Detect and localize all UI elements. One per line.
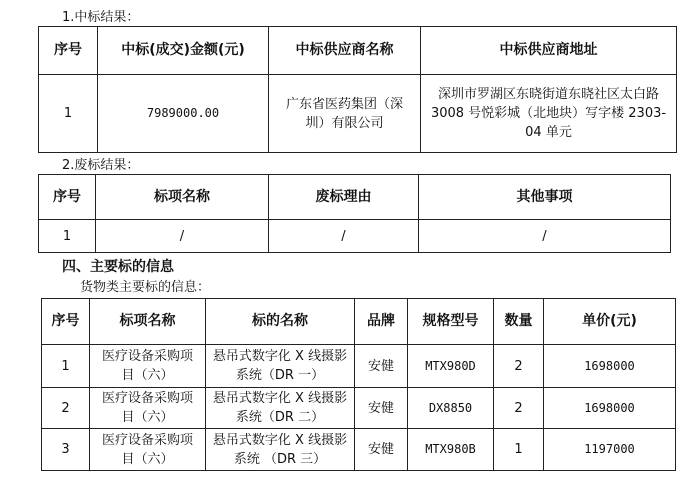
brand: 安健 xyxy=(355,429,408,471)
header-cell: 标项名称 xyxy=(90,299,206,345)
unit-price: 1698000 xyxy=(544,388,676,429)
header-cell: 废标理由 xyxy=(269,175,419,220)
table-row xyxy=(42,429,676,471)
reason: / xyxy=(269,220,419,253)
item-name: 医疗设备采购项目（六） xyxy=(90,345,206,388)
row-no: 1 xyxy=(39,75,98,153)
subject-name: 悬吊式数字化 X 线摄影系统 （DR 三） xyxy=(206,429,355,471)
brand: 安健 xyxy=(355,388,408,429)
header-cell: 规格型号 xyxy=(408,299,494,345)
header-cell: 其他事项 xyxy=(419,175,671,220)
table-row xyxy=(42,345,676,388)
row-no: 3 xyxy=(42,429,90,471)
header-cell: 中标(成交)金额(元) xyxy=(98,27,269,75)
unit-price: 1698000 xyxy=(544,345,676,388)
model: DX8850 xyxy=(408,388,494,429)
table-header-row xyxy=(42,299,676,345)
header-cell: 品牌 xyxy=(355,299,408,345)
section1-caption: 1.中标结果： xyxy=(62,10,140,25)
header-cell: 序号 xyxy=(39,175,96,220)
quantity: 2 xyxy=(494,345,544,388)
header-cell: 序号 xyxy=(39,27,98,75)
header-cell: 序号 xyxy=(42,299,90,345)
quantity: 2 xyxy=(494,388,544,429)
section4-title: 四、主要标的信息 xyxy=(62,259,174,275)
table-row xyxy=(42,388,676,429)
table-row xyxy=(39,75,677,153)
table-header-row xyxy=(39,27,677,75)
brand: 安健 xyxy=(355,345,408,388)
item-name: 医疗设备采购项目（六） xyxy=(90,429,206,471)
other: / xyxy=(419,220,671,253)
header-cell: 中标供应商地址 xyxy=(421,27,677,75)
section4-caption: 货物类主要标的信息： xyxy=(80,280,211,295)
header-cell: 数量 xyxy=(494,299,544,345)
award-amount: 7989000.00 xyxy=(98,75,269,153)
supplier-address: 深圳市罗湖区东晓街道东晓社区太白路 3008 号悦彩城（北地块）写字楼 2303-04 单元 xyxy=(421,75,677,153)
row-no: 1 xyxy=(42,345,90,388)
model: MTX980D xyxy=(408,345,494,388)
table-row xyxy=(39,220,671,253)
row-no: 1 xyxy=(39,220,96,253)
main-items-table xyxy=(41,298,676,471)
header-cell: 标项名称 xyxy=(96,175,269,220)
quantity: 1 xyxy=(494,429,544,471)
failed-bid-table xyxy=(38,174,671,253)
award-result-table xyxy=(38,26,677,153)
table-header-row xyxy=(39,175,671,220)
header-cell: 单价(元) xyxy=(544,299,676,345)
item-name: / xyxy=(96,220,269,253)
subject-name: 悬吊式数字化 X 线摄影系统（DR 一） xyxy=(206,345,355,388)
subject-name: 悬吊式数字化 X 线摄影系统（DR 二） xyxy=(206,388,355,429)
model: MTX980B xyxy=(408,429,494,471)
header-cell: 中标供应商名称 xyxy=(269,27,421,75)
section2-caption: 2.废标结果： xyxy=(62,158,140,173)
supplier-name: 广东省医药集团（深圳）有限公司 xyxy=(269,75,421,153)
header-cell: 标的名称 xyxy=(206,299,355,345)
row-no: 2 xyxy=(42,388,90,429)
unit-price: 1197000 xyxy=(544,429,676,471)
item-name: 医疗设备采购项目（六） xyxy=(90,388,206,429)
